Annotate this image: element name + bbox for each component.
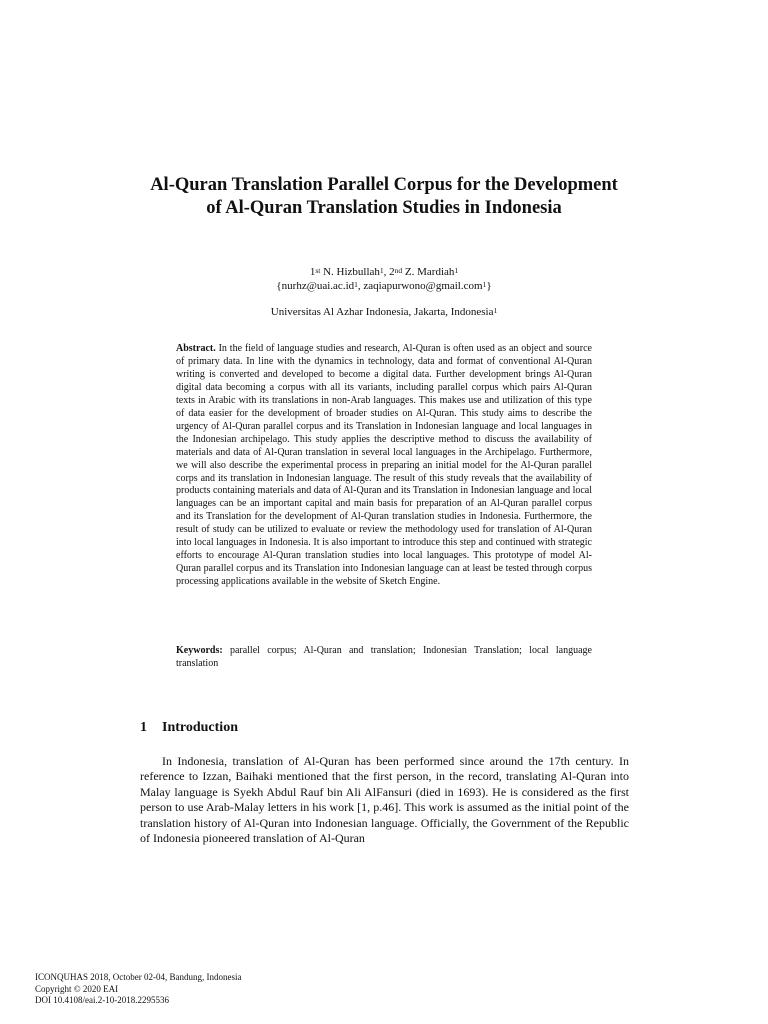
author-2-ordinal-suffix: nd xyxy=(394,266,403,275)
author-2-affiliation-mark: 1 xyxy=(454,266,459,275)
paper-title: Al-Quran Translation Parallel Corpus for the Development of Al-Quran Translation Studies in Indonesia xyxy=(150,175,618,218)
footer-doi: DOI 10.4108/eai.2-10-2018.2295536 xyxy=(35,995,169,1005)
email-close-brace: } xyxy=(486,280,492,292)
abstract-label: Abstract. xyxy=(176,343,216,354)
email-1-mark: 1 xyxy=(354,280,358,289)
author-2-name: Z. Mardiah xyxy=(402,266,455,278)
footer-conference: ICONQUHAS 2018, October 02-04, Bandung, Indonesia xyxy=(35,972,242,982)
email-2: , zaqiapurwono@gmail.com xyxy=(357,280,483,292)
author-list xyxy=(150,266,618,279)
author-1-ordinal-suffix: st xyxy=(315,266,321,275)
affiliation-mark: 1 xyxy=(493,306,498,315)
author-1-name: N. Hizbullah xyxy=(320,266,380,278)
section-heading-introduction xyxy=(140,720,238,736)
author-1-affiliation-mark: 1 xyxy=(379,266,384,275)
abstract-text: In the field of language studies and research, Al-Quran is often used as an object and source of primary data. In line with the dynamics in technology, data and format of conventional Al-Quran writing is converted and developed to become a digital data. Further development brings Al-Quran digital data becoming a corpus with all its variants, including parallel corpus which pairs Al-Quran texts in Arabic with its translations in non-Arab languages. This makes use and utilization of this type of data easier for the development of broader studies on Al-Quran. This study aims to describe the urgency of Al-Quran parallel corpus and its Translation in Indonesian language and local languages in the Indonesian archipelago. This study applies the descriptive method to discuss the availability of materials and data of Al-Quran translation in several local languages in the Archipelago. Furthermore, we will also describe the experimental process in preparing an initial model for the Al-Quran parallel corps and its translation in Indonesian language. The result of this study reveals that the availability of products containing materials and data of Al-Quran and its Translation in Indonesian language and local languages can be an important capital and main basis for preparation of an Al-Quran parallel corpus and its Translation for the development of Al-Quran translation studies in Indonesia. Furthermore, the result of study can be utilized to evaluate or review the methodology used for translation of Al-Quran into local languages in Indonesia. It is also important to introduce this step and continued with strategic efforts to encourage Al-Quran translation studies into local languages. This prototype of model Al-Quran parallel corpus and its Translation into Indonesian language can at least be tested through corpus processing applications available in the website of Sketch Engine. xyxy=(176,343,593,588)
keywords xyxy=(176,645,592,671)
abstract xyxy=(176,343,592,589)
section-number: 1 xyxy=(140,720,147,735)
section-title: Introduction xyxy=(162,720,238,735)
author-1-ordinal: 1 xyxy=(309,266,316,278)
footer-publication-info xyxy=(35,972,241,1007)
author-separator: , 2 xyxy=(383,266,395,278)
author-emails xyxy=(150,280,618,293)
email-2-mark: 1 xyxy=(482,280,487,289)
keywords-label: Keywords: xyxy=(176,645,223,656)
affiliation xyxy=(150,306,618,319)
introduction-paragraph: In Indonesia, translation of Al-Quran has been performed since around the 17th century. In reference to Izzan, Baihaki mentioned that the first person, in the record, translating Al-Quran into Malay language is Syekh Abdul Rauf bin Ali AlFansuri (died in 1693). He is considered as the first person to use Arab-Malay letters in his work [1, p.46]. This work is assumed as the initial point of the translation history of Al-Quran into Indonesian language. Officially, the Government of the Republic of Indonesia pioneered translation of Al-Quran xyxy=(140,754,629,846)
affiliation-name: Universitas Al Azhar Indonesia, Jakarta, Indonesia xyxy=(270,306,494,318)
email-1: {nurhz@uai.ac.id xyxy=(276,280,355,292)
footer-copyright: Copyright © 2020 EAI xyxy=(35,983,119,994)
keywords-text: parallel corpus; Al-Quran and translation; Indonesian Translation; local language translation xyxy=(176,645,592,669)
